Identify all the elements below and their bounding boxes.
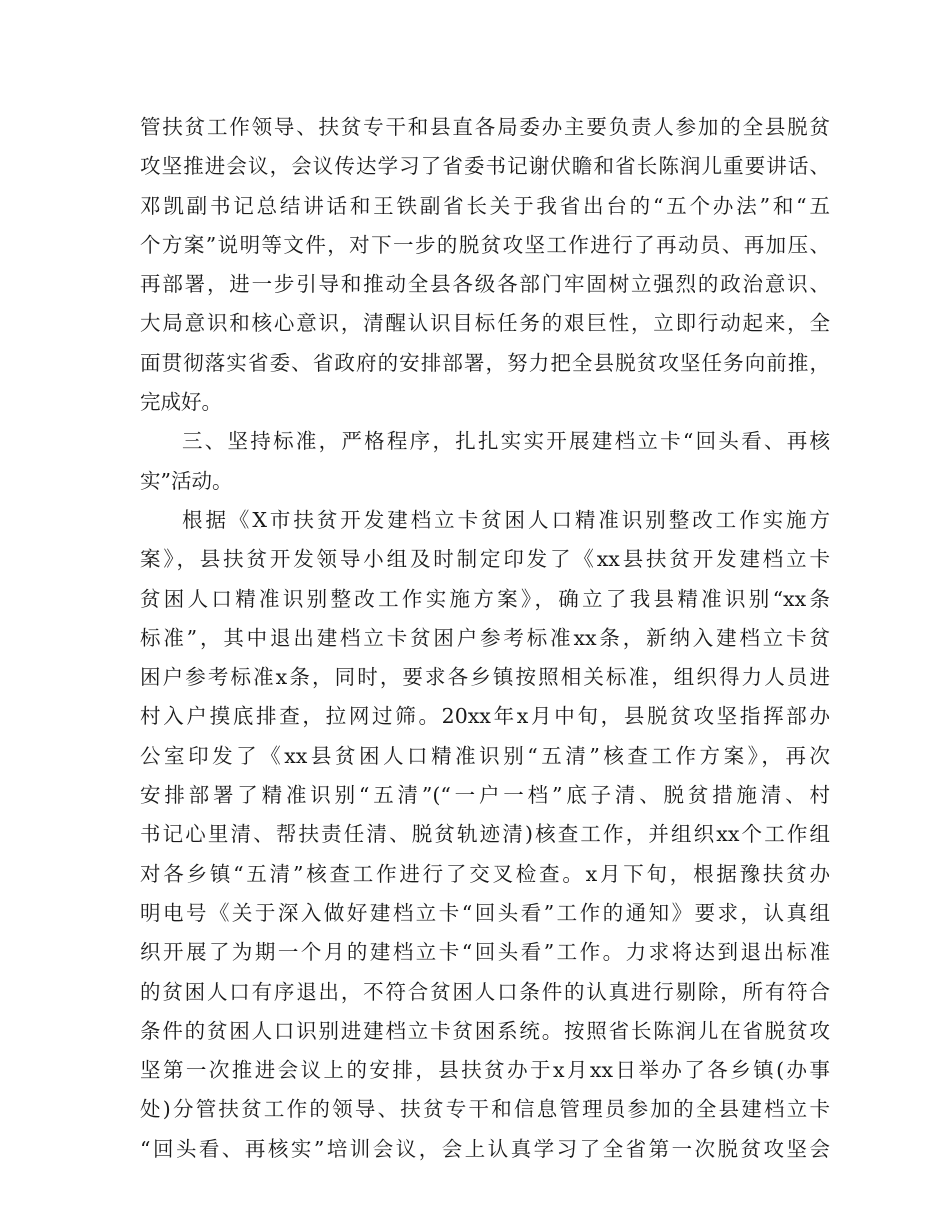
paragraph-3-line-17: “回头看、再核实”培训会议，会上认真学习了全省第一次脱贫攻坚会: [140, 1136, 830, 1161]
paragraph-1-line-1: 管扶贫工作领导、扶贫专干和县直各局委办主要负责人参加的全县脱贫: [140, 115, 830, 139]
paragraph-3-line-4: 标准”，其中退出建档立卡贫困户参考标准xx条，新纳入建档立卡贫: [140, 625, 830, 650]
paragraph-1-line-4: 个方案”说明等文件，对下一步的脱贫攻坚工作进行了再动员、再加压、: [140, 232, 830, 257]
paragraph-3-line-15: 坚第一次推进会议上的安排，县扶贫办于x月xx日举办了各乡镇(办事: [140, 1058, 830, 1083]
paragraph-3-line-8: 安排部署了精准识别“五清”(“一户一档”底子清、脱贫措施清、村: [140, 783, 830, 808]
paragraph-1-line-6: 大局意识和核心意识，清醒认识目标任务的艰巨性，立即行动起来，全: [140, 311, 830, 336]
paragraph-3-line-9: 书记心里清、帮扶责任清、脱贫轨迹清)核查工作，并组织xx个工作组: [140, 822, 830, 847]
paragraph-1-line-5: 再部署，进一步引导和推动全县各级各部门牢固树立强烈的政治意识、: [140, 272, 830, 297]
section-heading-line-1: 三、坚持标准，严格程序，扎扎实实开展建档立卡“回头看、再核: [182, 429, 830, 454]
document-body: [140, 108, 830, 1169]
section-heading-line-2: 实”活动。: [140, 468, 233, 493]
paragraph-3-line-1: 根据《X市扶贫开发建档立卡贫困人口精准识别整改工作实施方: [182, 507, 830, 532]
paragraph-3-line-5: 困户参考标准x条，同时，要求各乡镇按照相关标准，组织得力人员进: [140, 665, 830, 690]
paragraph-3-line-16: 处)分管扶贫工作的领导、扶贫专干和信息管理员参加的全县建档立卡: [140, 1097, 830, 1122]
paragraph-3-line-3: 贫困人口精准识别整改工作实施方案》，确立了我县精准识别“xx条: [140, 586, 830, 611]
paragraph-1-line-2: 攻坚推进会议，会议传达学习了省委书记谢伏瞻和省长陈润儿重要讲话、: [140, 154, 830, 179]
paragraph-3-line-11: 明电号《关于深入做好建档立卡“回头看”工作的通知》要求，认真组: [140, 900, 830, 925]
paragraph-3-line-7: 公室印发了《xx县贫困人口精准识别“五清”核查工作方案》，再次: [140, 743, 830, 768]
paragraph-3-line-13: 的贫困人口有序退出，不符合贫困人口条件的认真进行剔除，所有符合: [140, 979, 830, 1004]
paragraph-1-line-7: 面贯彻落实省委、省政府的安排部署，努力把全县脱贫攻坚任务向前推，: [140, 350, 830, 375]
paragraph-1-line-8: 完成好。: [140, 390, 222, 415]
paragraph-3-line-10: 对各乡镇“五清”核查工作进行了交叉检查。x月下旬，根据豫扶贫办: [140, 861, 830, 886]
paragraph-3-line-12: 织开展了为期一个月的建档立卡“回头看”工作。力求将达到退出标准: [140, 940, 830, 965]
paragraph-1-line-3: 邓凯副书记总结讲话和王铁副省长关于我省出台的“五个办法”和“五: [140, 193, 830, 218]
paragraph-3-line-14: 条件的贫困人口识别进建档立卡贫困系统。按照省长陈润儿在省脱贫攻: [140, 1018, 830, 1043]
paragraph-3-line-2: 案》，县扶贫开发领导小组及时制定印发了《xx县扶贫开发建档立卡: [140, 547, 830, 572]
paragraph-3-line-6: 村入户摸底排查，拉网过筛。20xx年x月中旬，县脱贫攻坚指挥部办: [140, 704, 830, 729]
